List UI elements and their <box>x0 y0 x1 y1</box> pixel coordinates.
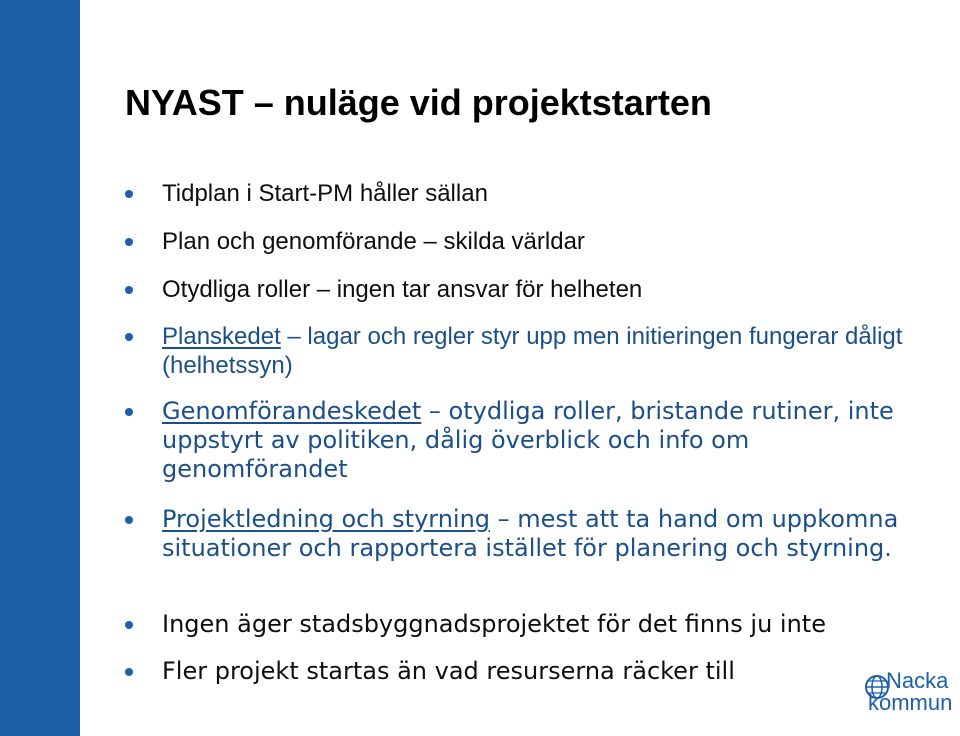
bullet-dot-icon <box>125 286 133 294</box>
bullet-text: Tidplan i Start-PM håller sällan <box>162 180 488 207</box>
left-accent-bar <box>0 0 80 736</box>
list-item <box>125 657 925 686</box>
slide-title: NYAST – nuläge vid projektstarten <box>125 82 712 123</box>
list-item <box>125 275 925 304</box>
bullet-dot-icon <box>125 668 133 676</box>
bullet-text: – mest att ta hand om uppkomna situationer och rapportera istället för planering och styrning. <box>162 505 899 562</box>
bullet-dot-icon <box>125 621 133 629</box>
logo-text-line2: kommun <box>868 690 953 715</box>
bullet-term: Genomförandeskedet <box>162 397 422 425</box>
bullet-text: Otydliga roller – ingen tar ansvar för helheten <box>162 276 643 303</box>
list-item <box>125 397 925 484</box>
list-item <box>125 322 925 380</box>
list-item <box>125 505 925 563</box>
bullet-dot-icon <box>125 408 133 416</box>
bullet-term: Projektledning och styrning <box>162 505 491 533</box>
bullet-dot-icon <box>125 190 133 198</box>
list-item <box>125 227 925 256</box>
bullet-dot-icon <box>125 516 133 524</box>
bullet-text: Ingen äger stadsbyggnadsprojektet för det finns ju inte <box>162 610 826 638</box>
bullet-text: – lagar och regler styr upp men initieringen fungerar dåligt (helhetssyn) <box>162 323 903 379</box>
bullet-text: Fler projekt startas än vad resurserna räcker till <box>162 657 735 685</box>
bullet-dot-icon <box>125 333 133 341</box>
bullet-dot-icon <box>125 238 133 246</box>
bullet-text: – otydliga roller, bristande rutiner, inte uppstyrt av politiken, dålig överblick och info om genomförandet <box>162 397 894 483</box>
logo-text-line1: Nacka <box>886 668 949 693</box>
bullet-term: Planskedet <box>162 323 281 350</box>
nacka-kommun-logo <box>864 668 960 716</box>
bullet-text: Plan och genomförande – skilda världar <box>162 228 585 255</box>
list-item <box>125 610 925 639</box>
list-item <box>125 179 925 208</box>
